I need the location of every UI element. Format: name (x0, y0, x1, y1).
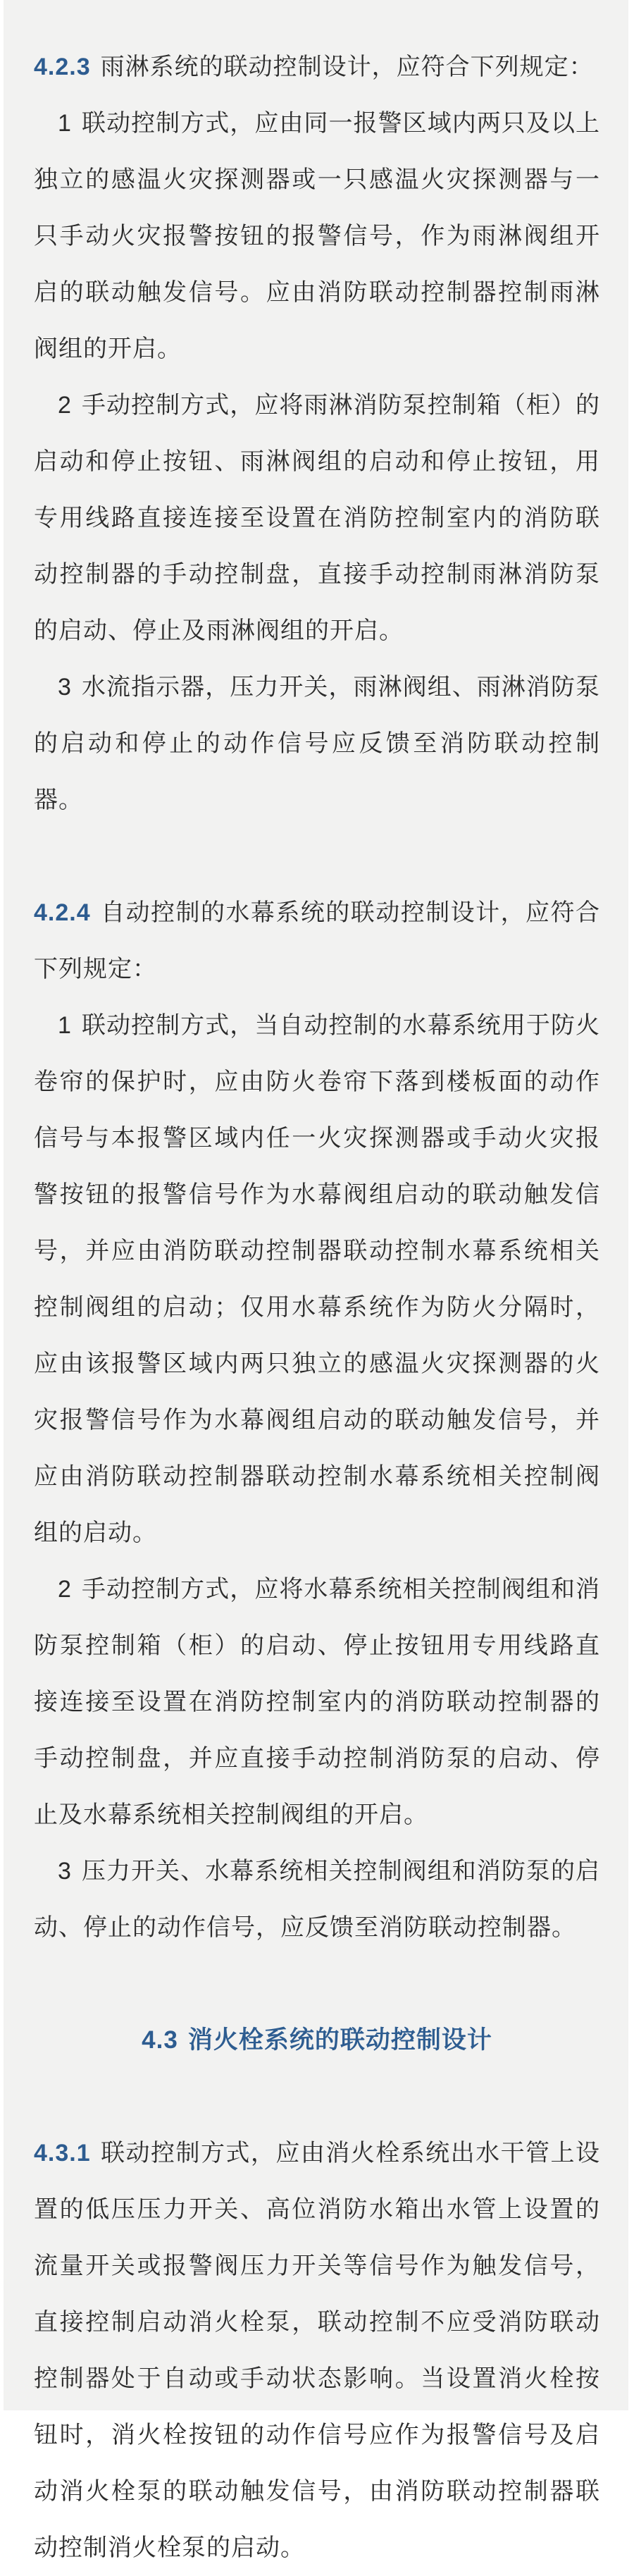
item-text: 手动控制方式，应将雨淋消防泵控制箱（柜）的启动和停止按钮、雨淋阀组的启动和停止按钮，用专用线路直接连接至设置在消防控制室内的消防联动控制器的手动控制盘，直接手动控制雨淋消防泵的启动、停止及雨淋阀组的开启。 (34, 392, 600, 644)
clause-number: 4.3.1 (34, 2140, 91, 2167)
document-page (4, 0, 628, 2561)
chapter-title: 消火栓系统的联动控制设计 (187, 2026, 492, 2054)
item-number: 3 (58, 674, 72, 701)
clause-4-2-3-heading (34, 39, 600, 95)
chapter-4-3-heading (34, 2012, 600, 2069)
clause-heading-text: 自动控制的水幕系统的联动控制设计，应符合下列规定： (34, 899, 600, 982)
clause-text: 联动控制方式，应由消火栓系统出水干管上设置的低压压力开关、高位消防水箱出水管上设置的流量开关或报警阀压力开关等信号作为触发信号，直接控制启动消火栓泵，联动控制不应受消防联动控制器处于自动或手动状态影响。当设置消火栓按钮时，消火栓按钮的动作信号应作为报警信号及启动消火栓泵的联动触发信号，由消防联动控制器联动控制消火栓泵的启动。 (34, 2140, 600, 2561)
clause-number: 4.2.4 (34, 899, 91, 926)
item-text: 手动控制方式，应将水幕系统相关控制阀组和消防泵控制箱（柜）的启动、停止按钮用专用线路直接连接至设置在消防控制室内的消防联动控制器的手动控制盘，并应直接手动控制消防泵的启动、停止及水幕系统相关控制阀组的开启。 (34, 1576, 600, 1828)
item-number: 3 (58, 1858, 72, 1885)
item-text: 联动控制方式，当自动控制的水幕系统用于防火卷帘的保护时，应由防火卷帘下落到楼板面的动作信号与本报警区域内任一火灾探测器或手动火灾报警按钮的报警信号作为水幕阀组启动的联动触发信号，并应由消防联动控制器联动控制水幕系统相关控制阀组的启动；仅用水幕系统作为防火分隔时，应由该报警区域内两只独立的感温火灾探测器的火灾报警信号作为水幕阀组启动的联动触发信号，并应由消防联动控制器联动控制水幕系统相关控制阀组的启动。 (34, 1012, 600, 1546)
item-text: 压力开关、水幕系统相关控制阀组和消防泵的启动、停止的动作信号，应反馈至消防联动控制器。 (34, 1858, 600, 1941)
item-number: 1 (58, 1012, 72, 1039)
item-number: 2 (58, 392, 72, 419)
item-text: 联动控制方式，应由同一报警区域内两只及以上独立的感温火灾探测器或一只感温火灾探测器与一只手动火灾报警按钮的报警信号，作为雨淋阀组开启的联动触发信号。应由消防联动控制器控制雨淋阀组的开启。 (34, 110, 600, 362)
clause-4-2-3-item-2 (34, 377, 600, 659)
clause-4-2-4-item-2 (34, 1561, 600, 1843)
clause-4-2-3-item-3 (34, 659, 600, 828)
item-number: 1 (58, 110, 72, 137)
clause-4-2-3-item-1 (34, 95, 600, 377)
clause-number: 4.2.3 (34, 54, 91, 80)
clause-4-2-4-heading (34, 885, 600, 997)
clause-4-2-4-item-1 (34, 997, 600, 1561)
item-number: 2 (58, 1576, 72, 1603)
chapter-number: 4.3 (142, 2026, 178, 2054)
clause-heading-text: 雨淋系统的联动控制设计，应符合下列规定： (100, 54, 594, 80)
code-text-body (34, 39, 600, 2576)
item-text: 水流指示器，压力开关，雨淋阀组、雨淋消防泵的启动和停止的动作信号应反馈至消防联动控制器。 (34, 674, 600, 813)
clause-4-2-4-item-3 (34, 1843, 600, 1956)
clause-4-3-1 (34, 2125, 600, 2576)
